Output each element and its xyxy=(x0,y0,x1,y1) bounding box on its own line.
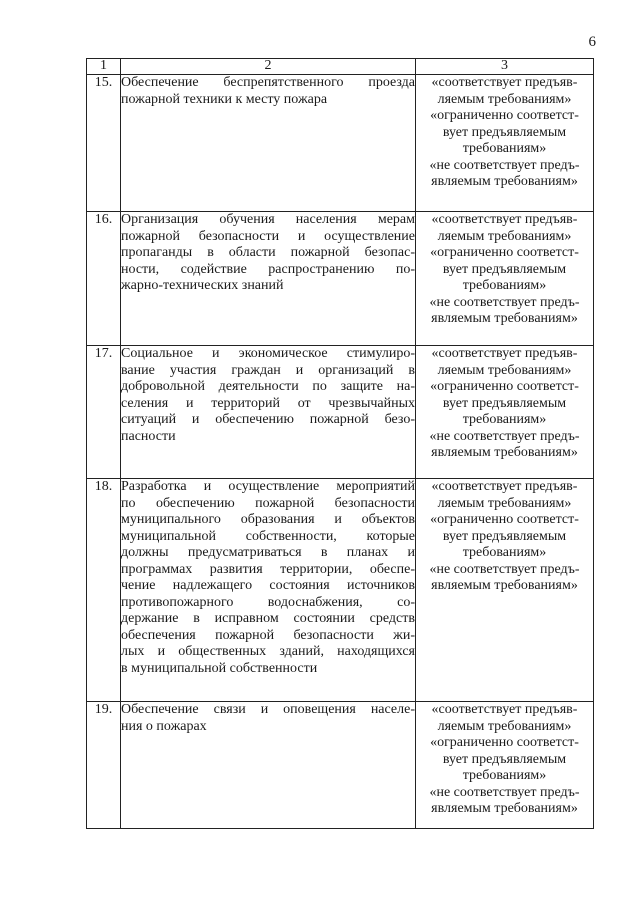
description-line: муниципального образования и объектов xyxy=(121,512,415,527)
status-line: «не соответствует предъ- xyxy=(429,784,580,800)
description-line: должны предусматриваться в планах и xyxy=(121,545,415,560)
criteria-table xyxy=(86,58,594,829)
column-header-1: 1 xyxy=(87,59,121,75)
row-status-options xyxy=(416,212,594,346)
status-line: «соответствует предъяв- xyxy=(431,479,578,494)
description-line: пасности xyxy=(121,428,176,444)
description-line: жарно-технических знаний xyxy=(121,278,284,293)
description-line: лых и общественных зданий, находящихся xyxy=(121,644,415,659)
description-line: программах развития территории, обеспе- xyxy=(121,561,415,577)
table-header-row xyxy=(87,59,594,75)
status-line: ляемым требованиям» xyxy=(437,718,572,734)
row-number: 17. xyxy=(87,346,121,479)
status-line: являемым требованиям» xyxy=(431,174,578,189)
status-line: вует предъявляемым xyxy=(442,528,567,544)
status-line: «ограниченно соответст- xyxy=(430,512,579,527)
description-line: пожарной техники к месту пожара xyxy=(121,91,328,107)
status-line: «не соответствует предъ- xyxy=(429,294,580,310)
description-line: Обеспечение беспрепятственного проезда xyxy=(121,75,415,90)
status-line: требованиям» xyxy=(462,278,547,293)
row-number: 15. xyxy=(87,75,121,212)
row-status-options xyxy=(416,346,594,479)
description-line: по обеспечению пожарной безопасности xyxy=(121,495,415,511)
status-line: «соответствует предъяв- xyxy=(431,75,578,90)
description-line: ситуаций и обеспечению пожарной безо- xyxy=(121,412,415,427)
table-row xyxy=(87,75,594,212)
table-row xyxy=(87,702,594,829)
status-line: являемым требованиям» xyxy=(431,578,578,593)
description-line: чение надлежащего состояния источников xyxy=(121,578,415,593)
status-line: требованиям» xyxy=(462,768,547,783)
description-line: Организация обучения населения мерам xyxy=(121,212,415,227)
status-line: «соответствует предъяв- xyxy=(431,212,578,227)
row-description xyxy=(121,702,416,829)
row-description xyxy=(121,346,416,479)
row-status-options xyxy=(416,75,594,212)
table-row xyxy=(87,479,594,702)
column-header-2: 2 xyxy=(121,59,416,75)
description-line: ности, содействие распространению по- xyxy=(121,261,415,277)
status-line: требованиям» xyxy=(462,412,547,427)
description-line: Обеспечение связи и оповещения населе- xyxy=(121,702,415,717)
status-line: «соответствует предъяв- xyxy=(431,346,578,361)
status-line: ляемым требованиям» xyxy=(437,495,572,511)
status-line: «соответствует предъяв- xyxy=(431,702,578,717)
status-line: вует предъявляемым xyxy=(442,261,567,277)
status-line: требованиям» xyxy=(462,545,547,560)
table-body xyxy=(87,75,594,829)
status-line: «ограниченно соответст- xyxy=(430,245,579,260)
page-number: 6 xyxy=(588,34,596,50)
description-line: противопожарного водоснабжения, со- xyxy=(121,594,415,610)
status-line: вует предъявляемым xyxy=(442,124,567,140)
status-line: вует предъявляемым xyxy=(442,751,567,767)
description-line: ния о пожарах xyxy=(121,718,207,734)
description-line: вание участия граждан и организаций в xyxy=(121,362,415,378)
description-line: держание в исправном состоянии средств xyxy=(121,611,415,626)
row-description xyxy=(121,75,416,212)
row-number: 18. xyxy=(87,479,121,702)
status-line: ляемым требованиям» xyxy=(437,362,572,378)
status-line: «не соответствует предъ- xyxy=(429,561,580,577)
status-line: «ограниченно соответст- xyxy=(430,735,579,750)
status-line: являемым требованиям» xyxy=(431,445,578,460)
status-line: ляемым требованиям» xyxy=(437,91,572,107)
status-line: являемым требованиям» xyxy=(431,801,578,816)
description-line: муниципальной собственности, которые xyxy=(121,528,415,544)
row-description xyxy=(121,212,416,346)
status-line: требованиям» xyxy=(462,141,547,156)
status-line: «не соответствует предъ- xyxy=(429,428,580,444)
status-line: ляемым требованиям» xyxy=(437,228,572,244)
description-line: селения и территорий от чрезвычайных xyxy=(121,395,415,411)
description-line: Разработка и осуществление мероприятий xyxy=(121,479,415,494)
description-line: добровольной деятельности по защите на- xyxy=(121,379,415,394)
description-line: пожарной безопасности и осуществление xyxy=(121,228,415,244)
table-row xyxy=(87,212,594,346)
status-line: являемым требованиям» xyxy=(431,311,578,326)
status-line: вует предъявляемым xyxy=(442,395,567,411)
row-number: 16. xyxy=(87,212,121,346)
row-status-options xyxy=(416,702,594,829)
row-number: 19. xyxy=(87,702,121,829)
description-line: в муниципальной собственности xyxy=(121,660,318,676)
status-line: «ограниченно соответст- xyxy=(430,108,579,123)
description-line: пропаганды в области пожарной безопас- xyxy=(121,245,415,260)
status-line: «не соответствует предъ- xyxy=(429,157,580,173)
row-description xyxy=(121,479,416,702)
status-line: «ограниченно соответст- xyxy=(430,379,579,394)
column-header-3: 3 xyxy=(416,59,594,75)
description-line: Социальное и экономическое стимулиро- xyxy=(121,346,415,361)
table-row xyxy=(87,346,594,479)
row-status-options xyxy=(416,479,594,702)
description-line: обеспечения пожарной безопасности жи- xyxy=(121,627,415,643)
